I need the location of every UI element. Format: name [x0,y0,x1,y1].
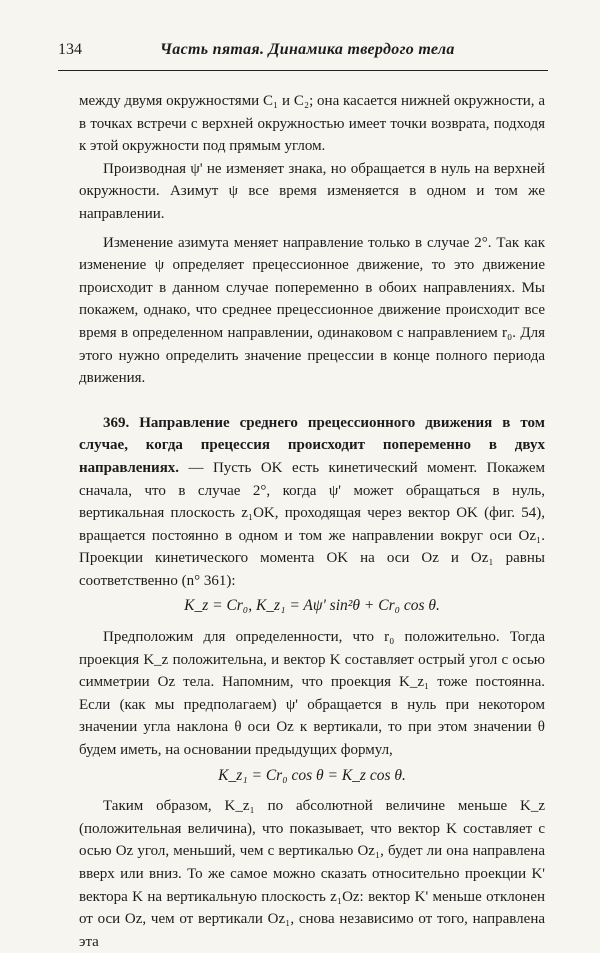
header-rule [58,70,548,71]
paragraph-2: Производная ψ' не изменяет знака, но обращается в нуль на верхней окружности. Азимут ψ все время изменяется в одном и том же направлении. [79,160,545,222]
paragraph-1: между двумя окружностями C₁ и C₂; она касается нижней окружности, а в точках встречи с верхней окружностью имеет точки возврата, подходя к этой окружности под прямым углом. [79,93,545,155]
running-title: Часть пятая. Динамика твердого тела [160,41,455,58]
section-title: 369. Направление среднего прецессионного движения в том случае, когда прецессия происходит попеременно в двух направлениях. [79,414,545,476]
section-369 [79,412,545,593]
paragraph-4: Предположим для определенности, что r₀ положительно. Тогда проекция K_z положительна, и вектор K составляет острый угол с осью симметрии Oz тела. Напомним, что проекция K_z₁ тоже постоянна. Если (как мы предполагаем) ψ' обращается в нуль при некотором значении угла наклона θ оси Oz к вертикали, то при этом значении θ будем иметь, на основании предыдущих формул, [79,629,545,759]
page-body [79,90,545,953]
formula-2: K_z₁ = Cr₀ cos θ = K_z cos θ. [218,766,406,784]
section-text: — Пусть OK есть кинетический момент. Покажем сначала, что в случае 2°, когда ψ' может обращаться в нуль, вертикальная плоскость z₁OK, проходящая через вектор OK (фиг. 54), вращается постоянно в одном и том же направлении вокруг оси Oz₁. Проекции кинетического момента OK на оси Oz и Oz₁ равны соответственно (n° 361): [79,459,545,589]
paragraph-3: Изменение азимута меняет направление только в случае 2°. Так как изменение ψ определяет прецессионное движение, то это движение происходит в данном случае попеременно в обоих направлениях. Мы покажем, однако, что среднее прецессионное движение происходит все время в определенном направлении, одинаковом с направлением r₀. Для этого нужно определить значение прецессии в конце полного периода движения. [79,234,545,387]
formula-1: K_z = Cr₀, K_z₁ = Aψ' sin²θ + Cr₀ cos θ. [184,597,440,615]
paragraph-5: Таким образом, K_z₁ по абсолютной величине меньше K_z (положительная величина), что показывает, что вектор K составляет с осью Oz угол, меньший, чем с вертикалью Oz₁, будет ли она направлена вверх или вниз. То же самое можно сказать относительно проекции K' вектора K на вертикальную плоскость z₁Oz: вектор K' меньше отклонен от оси Oz, чем от вертикали Oz₁, снова независимо от того, направлена эта [79,798,545,950]
page-number: 134 [58,41,82,58]
